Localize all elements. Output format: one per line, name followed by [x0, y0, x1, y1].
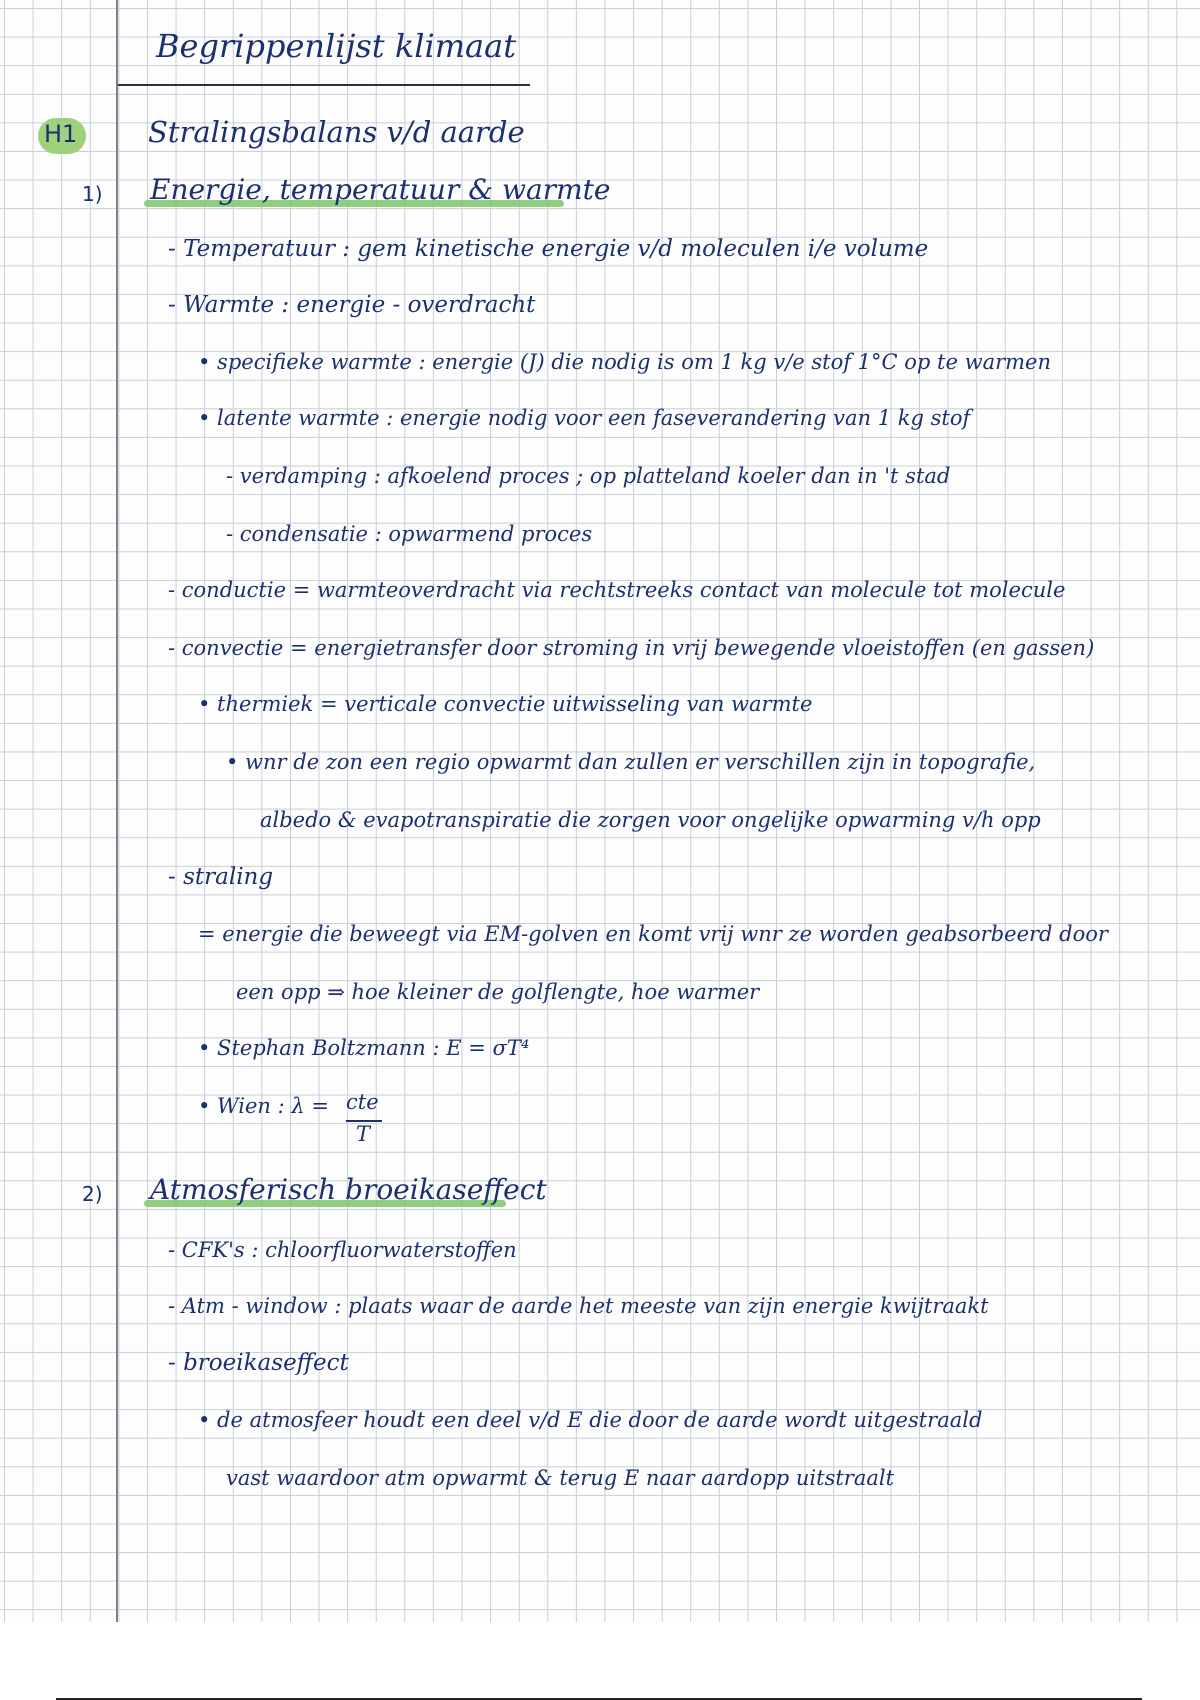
note-line: - Warmte : energie - overdracht — [168, 292, 536, 318]
chapter-code: H1 — [44, 120, 78, 148]
fraction-denominator: T — [356, 1122, 371, 1146]
note-line: - Temperatuur : gem kinetische energie v/d moleculen i/e volume — [168, 236, 929, 262]
note-line: - straling — [168, 864, 274, 890]
fraction-numerator: cte — [346, 1090, 379, 1114]
note-line: • Stephan Boltzmann : E = σT⁴ — [198, 1036, 530, 1060]
note-line: - CFK's : chloorfluorwaterstoffen — [168, 1238, 517, 1262]
section-number: 2) — [82, 1182, 103, 1206]
chapter-title: Stralingsbalans v/d aarde — [148, 115, 525, 149]
note-line: • Wien : λ = — [198, 1094, 329, 1118]
note-line: - verdamping : afkoelend proces ; op platteland koeler dan in 't stad — [226, 464, 951, 488]
note-line: - convectie = energietransfer door stroming in vrij bewegende vloeistoffen (en gassen) — [168, 636, 1095, 660]
page-title: Begrippenlijst klimaat — [156, 27, 517, 65]
title-underline — [118, 84, 530, 86]
note-line: - conductie = warmteoverdracht via rechtstreeks contact van molecule tot molecule — [168, 578, 1066, 602]
section-number: 1) — [82, 182, 103, 206]
section-title: Energie, temperatuur & warmte — [150, 173, 611, 206]
note-line: • specifieke warmte : energie (J) die nodig is om 1 kg v/e stof 1°C op te warmen — [198, 350, 1051, 374]
note-line: • latente warmte : energie nodig voor een faseverandering van 1 kg stof — [198, 406, 971, 430]
note-line: • wnr de zon een regio opwarmt dan zullen er verschillen zijn in topografie, — [226, 750, 1036, 774]
note-line: vast waardoor atm opwarmt & terug E naar aardopp uitstraalt — [226, 1466, 895, 1490]
note-line: - condensatie : opwarmend proces — [226, 522, 593, 546]
note-line: albedo & evapotranspiratie die zorgen voor ongelijke opwarming v/h opp — [260, 808, 1041, 832]
note-line: = energie die beweegt via EM-golven en komt vrij wnr ze worden geabsorbeerd door — [198, 922, 1108, 946]
note-line: • de atmosfeer houdt een deel v/d E die door de aarde wordt uitgestraald — [198, 1408, 983, 1432]
note-line: een opp ⇒ hoe kleiner de golflengte, hoe warmer — [236, 980, 760, 1004]
note-line: - broeikaseffect — [168, 1350, 349, 1376]
note-line: • thermiek = verticale convectie uitwisseling van warmte — [198, 692, 813, 716]
section-title: Atmosferisch broeikaseffect — [150, 1173, 547, 1206]
note-line: - Atm - window : plaats waar de aarde het meeste van zijn energie kwijtraakt — [168, 1294, 989, 1318]
margin-line — [116, 0, 118, 1622]
